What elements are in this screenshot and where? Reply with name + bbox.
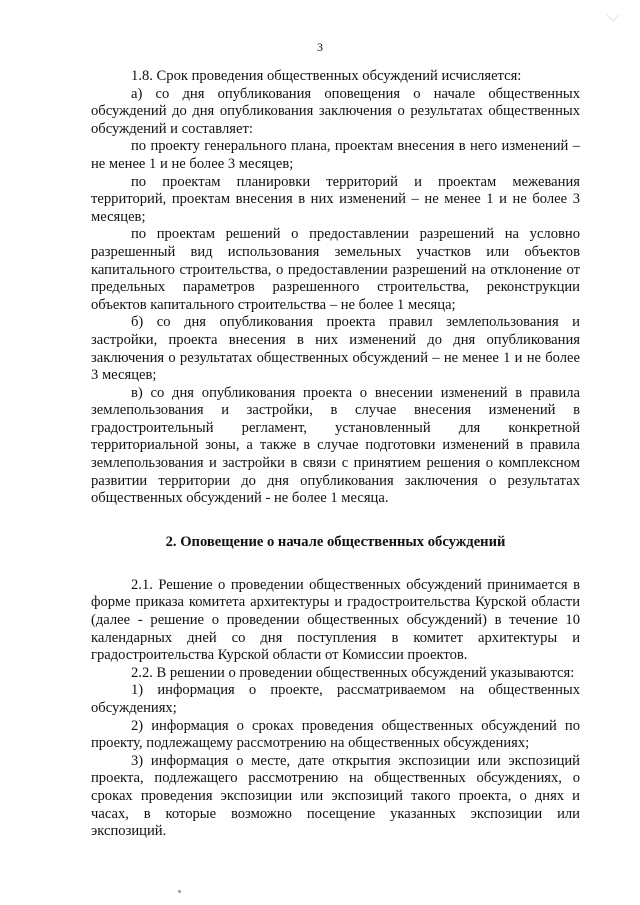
paragraph-1-8-b: б) со дня опубликования проекта правил землепользования и застройки, проекта внесения в них изменений до дня опубликования заключения о результатах общественных обсуждений – не менее 1 и не более 3 месяцев; [91, 314, 580, 384]
paragraph-2-2-item-1: 1) информация о проекте, рассматриваемом на общественных обсуждениях; [91, 682, 580, 716]
paragraph-1-8: 1.8. Срок проведения общественных обсуждений исчисляется: [131, 68, 522, 84]
paragraph-general-plan: по проекту генерального плана, проектам внесения в него изменений – не менее 1 и не более 3 месяцев; [91, 138, 580, 172]
document-body [91, 68, 580, 841]
page-number: 3 [317, 40, 323, 54]
paragraph-2-2: 2.2. В решении о проведении общественных обсуждений указываются: [131, 664, 575, 681]
paragraph-planning-projects: по проектам планировки территорий и проектам межевания территорий, проектам внесения в них изменений – не менее 1 и не более 3 месяцев; [91, 173, 580, 225]
scan-dot [178, 890, 181, 893]
paragraph-permits: по проектам решений о предоставлении разрешений на условно разрешенный вид использования земельных участков или объектов капитального строительства, о предоставлении разрешений на отклонение от предельных параметров разрешенного строительства, реконструкции объектов капитального строительства – не более 1 месяца; [91, 226, 580, 313]
paragraph-1-8-v: в) со дня опубликования проекта о внесении изменений в правила землепользования и застройки, в случае внесения изменений в градостроительный регламент, установленный для конкретной территориальной зоны, а также в случае подготовки изменений в правила землепользования и застройки в связи с принятием решения о комплексном развитии территории до дня опубликования заключения о результатах общественных обсуждений - не более 1 месяца. [91, 384, 580, 507]
paragraph-2-1: 2.1. Решение о проведении общественных обсуждений принимается в форме приказа комитета архитектуры и градостроительства Курской области (далее - решение о проведении общественных обсуждений) в течение 10 календарных дней со дня поступления в комитет архитектуры и градостроительства Курской области от Комиссии проектов. [91, 576, 580, 664]
section-2-heading: 2. Оповещение о начале общественных обсуждений [165, 533, 506, 550]
scan-corner-mark [605, 7, 619, 21]
paragraph-1-8-a: а) со дня опубликования оповещения о начале общественных обсуждений до дня опубликования заключения о результатах общественных обсуждений и составляет: [91, 85, 580, 137]
paragraph-2-2-item-2: 2) информация о сроках проведения общественных обсуждений по проекту, подлежащему рассмотрению на общественных обсуждениях; [91, 717, 580, 752]
paragraph-2-2-item-3: 3) информация о месте, дате открытия экспозиции или экспозиций проекта, подлежащего рассмотрению на общественных обсуждениях, о сроках проведения экспозиции или экспозиций такого проекта, о днях и часах, в которые возможно посещение указанных экспозиции или экспозиций. [91, 752, 580, 840]
